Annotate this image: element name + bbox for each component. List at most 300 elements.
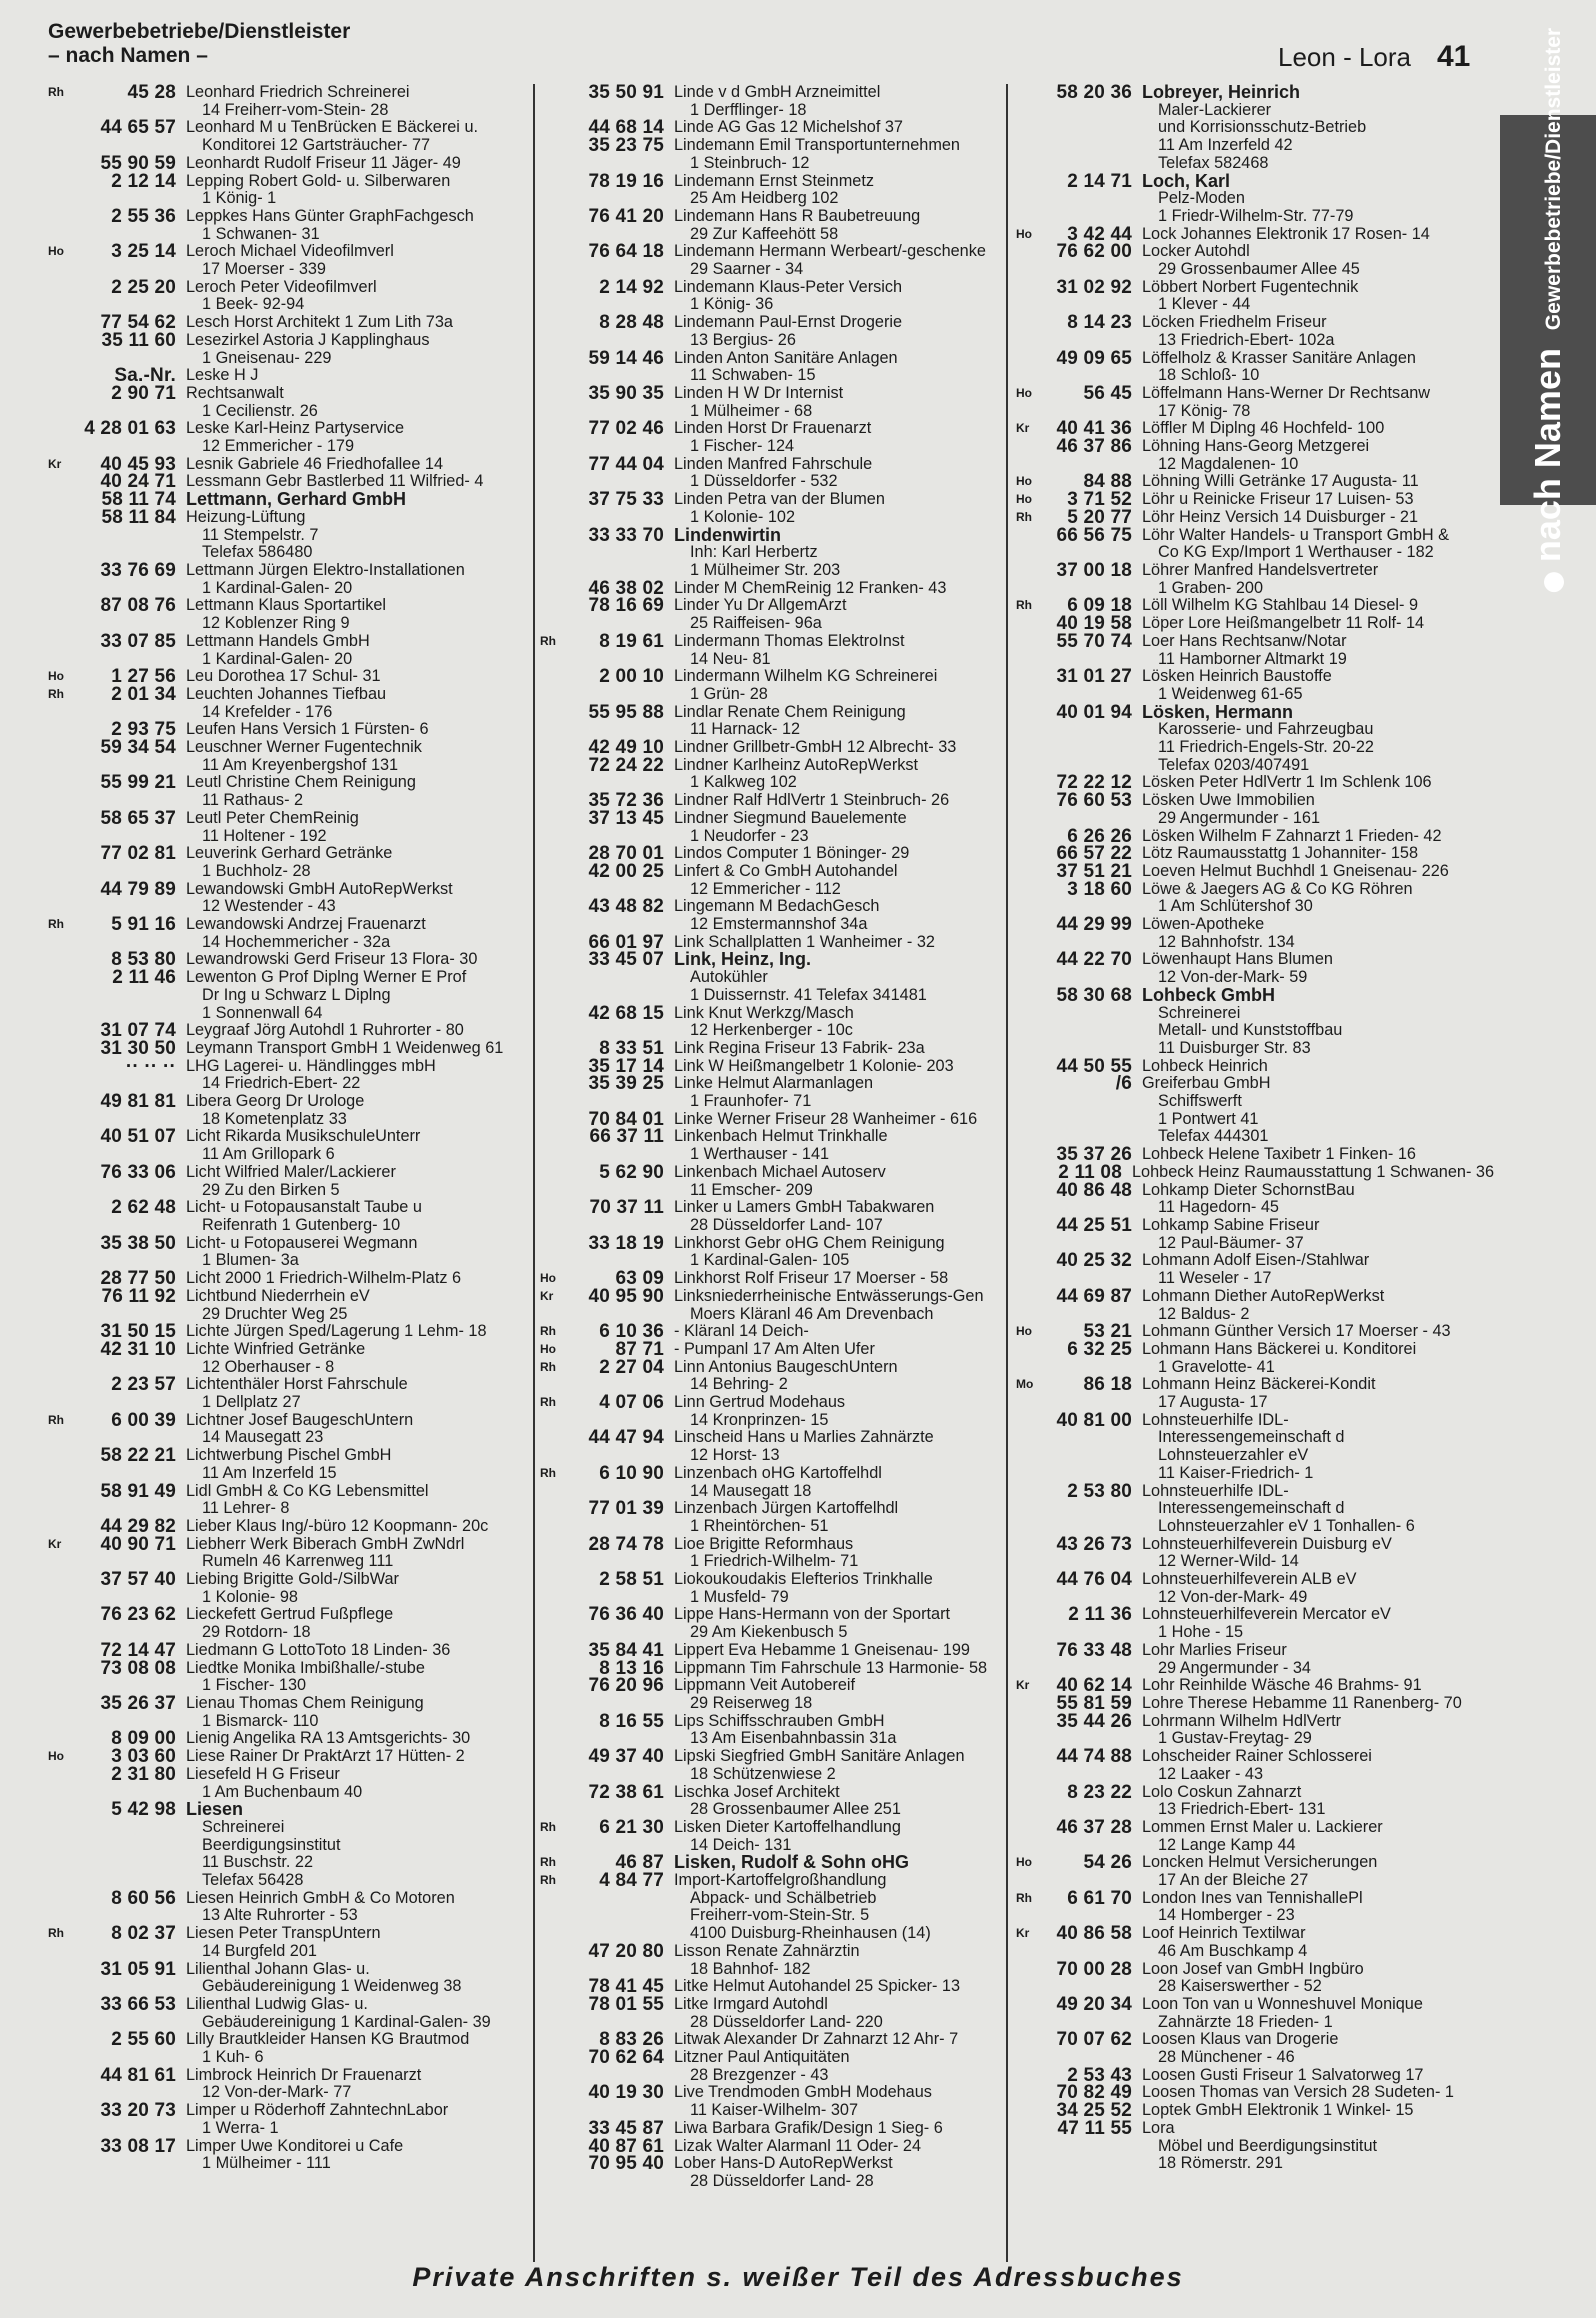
phone-number: 8 19 61 — [599, 630, 664, 652]
entry-detail: 1 Am Schlütershof 30 — [1158, 897, 1313, 916]
district-code — [1016, 774, 1034, 792]
entry-name: Liesen Heinrich GmbH & Co Motoren — [186, 1888, 455, 1907]
entry-name: Lora — [1142, 2118, 1175, 2137]
entry-name: Lepping Robert Gold- u. Silberwaren — [186, 171, 451, 190]
directory-entry — [48, 1037, 528, 1059]
entry-detail: 1 König- 36 — [690, 295, 774, 314]
phone-number: 2 55 36 — [111, 205, 176, 227]
entry-name: Lichte Winfried Getränke — [186, 1339, 366, 1358]
directory-entry — [48, 1376, 528, 1411]
entry-name: Loptek GmbH Elektronik 1 Winkel- 15 — [1142, 2101, 1414, 2120]
entry-detail: 11 Am Inzerfeld 15 — [202, 1463, 337, 1482]
entry-detail: 12 Laaker - 43 — [1158, 1764, 1263, 1783]
directory-entry — [48, 1692, 528, 1730]
phone-number: 2 93 75 — [111, 719, 176, 741]
phone-number: 72 14 47 — [100, 1639, 176, 1661]
entry-detail: Pelz-Moden — [1158, 189, 1245, 208]
entry-text — [674, 1819, 1000, 1854]
district-code — [540, 350, 558, 385]
district-code — [1016, 527, 1034, 562]
entry-detail: Lohnsteuerzahler eV — [1158, 1446, 1309, 1465]
entry-name: Loon Ton van u Wonneshuvel Monique — [1142, 1994, 1423, 2013]
phone-number: 58 22 21 — [100, 1445, 176, 1467]
district-code: Rh — [540, 1324, 556, 1339]
entry-text — [674, 757, 1000, 792]
district-code — [540, 208, 558, 243]
entry-name: Löwenhaupt Hans Blumen — [1142, 950, 1333, 969]
directory-entry — [1016, 1710, 1494, 1748]
district-code — [540, 385, 558, 420]
entry-text — [674, 810, 1000, 845]
district-code — [48, 1341, 66, 1376]
entry-name: Liesen — [186, 1799, 244, 1820]
phone-number: 2 55 60 — [111, 2029, 176, 2051]
entry-name: Lindner Siegmund Bauelemente — [674, 808, 907, 827]
directory-entry — [540, 807, 1000, 845]
entry-name: Leufen Hans Versich 1 Fürsten- 6 — [186, 720, 429, 739]
directory-entry — [1016, 1161, 1494, 1183]
entry-text — [186, 633, 528, 668]
district-code — [1016, 1571, 1034, 1606]
directory-entry — [48, 1533, 528, 1571]
entry-text — [186, 1518, 528, 1536]
district-code — [48, 1022, 66, 1040]
entry-detail: 11 Holtener - 192 — [202, 826, 327, 845]
phone-number: 2 53 80 — [1067, 1480, 1132, 1502]
entry-detail: 14 Homberger - 23 — [1158, 1906, 1295, 1925]
phone-number: 2 31 80 — [111, 1763, 176, 1785]
entry-text — [674, 350, 1000, 385]
district-code — [48, 1040, 66, 1058]
district-code — [48, 951, 66, 969]
phone-number: 76 33 48 — [1056, 1639, 1132, 1661]
district-code — [48, 332, 66, 367]
phone-number: 5 20 77 — [1067, 506, 1132, 528]
entry-name: Lohre Therese Hebamme 11 Ranenberg- 70 — [1142, 1693, 1462, 1712]
district-code — [1016, 951, 1034, 986]
entry-detail: 29 Saarner - 34 — [690, 260, 804, 279]
directory-entry — [540, 1816, 1000, 1854]
phone-number: 2 62 48 — [111, 1197, 176, 1219]
thumb-tab-text — [1527, 28, 1569, 592]
directory-entry — [540, 1429, 1000, 1464]
district-code — [540, 1040, 558, 1058]
entry-detail: 1 Klever - 44 — [1158, 295, 1251, 314]
entry-name: Linfert & Co GmbH Autohandel — [674, 861, 898, 880]
entry-text — [186, 845, 528, 880]
district-code — [540, 314, 558, 349]
directory-entry — [48, 1887, 528, 1925]
entry-detail: Maler-Lackierer — [1158, 100, 1272, 119]
district-code — [48, 1376, 66, 1411]
district-code — [1016, 1483, 1034, 1536]
entry-name: Linke Werner Friseur 28 Wanheimer - 616 — [674, 1109, 978, 1128]
entry-name: Lohkamp Sabine Friseur — [1142, 1216, 1320, 1234]
entry-detail: Metall- und Kunststoffbau — [1158, 1021, 1343, 1040]
entry-text — [674, 1606, 1000, 1641]
entry-detail: 12 Werner-Wild- 14 — [1158, 1552, 1299, 1571]
entry-text — [1142, 2120, 1494, 2173]
entry-text — [674, 739, 1000, 757]
entry-detail: 18 Bahnhof- 182 — [690, 1959, 811, 1978]
entry-detail: 11 Stempelstr. 7 — [202, 525, 319, 544]
district-code: Rh — [48, 1412, 64, 1427]
district-code — [540, 1058, 558, 1076]
entry-text — [186, 332, 528, 367]
phone-number: 31 02 92 — [1056, 276, 1132, 298]
entry-text — [1142, 828, 1494, 846]
entry-text — [186, 155, 528, 173]
entry-name: Import-Kartoffelgroßhandlung — [674, 1871, 887, 1890]
phone-number: 46 38 02 — [588, 577, 664, 599]
entry-text — [674, 580, 1000, 598]
entry-text — [186, 1235, 528, 1270]
phone-number: 40 25 32 — [1056, 1250, 1132, 1272]
entry-name: Lohmann Günther Versich 17 Moerser - 43 — [1142, 1322, 1451, 1341]
directory-entry — [1016, 668, 1494, 703]
entry-name: Lippert Eva Hebamme 1 Gneisenau- 199 — [674, 1640, 970, 1659]
entry-name: Lichtwerbung Pischel GmbH — [186, 1446, 392, 1465]
entry-name: Lötz Raumausstattg 1 Johanniter- 158 — [1142, 844, 1419, 863]
phone-number: 37 57 40 — [100, 1569, 176, 1591]
district-code: Kr — [1016, 1926, 1030, 1941]
entry-detail: 25 Raiffeisen- 96a — [690, 614, 822, 633]
entry-detail: 28 Düsseldorfer Land- 220 — [690, 2012, 883, 2031]
entry-detail: 1 Fischer- 130 — [202, 1676, 307, 1695]
entry-name: Lewandowski GmbH AutoRepWerkst — [186, 879, 453, 898]
entry-text — [1142, 1748, 1494, 1783]
entry-detail: 1 Gneisenau- 229 — [202, 348, 332, 367]
phone-number: 8 09 00 — [111, 1728, 176, 1750]
phone-number: 3 18 60 — [1067, 878, 1132, 900]
district-code: Rh — [540, 633, 556, 648]
phone-number: 44 79 89 — [100, 878, 176, 900]
entry-text — [1142, 1677, 1494, 1695]
entry-detail: Telefax 582468 — [1158, 153, 1269, 172]
directory-entry — [48, 2031, 528, 2066]
entry-name: Leppkes Hans Günter GraphFachgesch — [186, 206, 474, 225]
entry-text — [186, 1164, 528, 1199]
phone-number: /6 — [1115, 1073, 1132, 1095]
phone-number: 2 14 92 — [599, 276, 664, 298]
directory-entry — [48, 1571, 528, 1606]
district-code — [48, 1235, 66, 1270]
entry-name: Litzner Paul Antiquitäten — [674, 2048, 850, 2067]
district-code — [48, 1164, 66, 1199]
phone-number: 28 74 78 — [588, 1533, 664, 1555]
entry-text — [1142, 1536, 1494, 1571]
district-code — [1016, 863, 1034, 881]
directory-entry — [540, 1993, 1000, 2031]
phone-number: 8 83 26 — [599, 2029, 664, 2051]
district-code — [1016, 1058, 1034, 1076]
entry-name: Lohnsteuerhilfeverein Duisburg eV — [1142, 1534, 1392, 1553]
entry-detail: Lohnsteuerzahler eV 1 Tonhallen- 6 — [1158, 1516, 1415, 1535]
entry-name: Lioe Brigitte Reformhaus — [674, 1534, 854, 1553]
entry-text — [186, 1890, 528, 1925]
entry-name: Linke Helmut Alarmanlagen — [674, 1074, 874, 1093]
directory-entry — [540, 1075, 1000, 1110]
phone-number: 72 22 12 — [1056, 772, 1132, 794]
district-code: Rh — [48, 85, 64, 99]
entry-detail: 14 Krefelder - 176 — [202, 702, 333, 721]
district-code — [1016, 350, 1034, 385]
phone-number: 45 28 — [127, 84, 176, 103]
entry-name: Lichte Jürgen Sped/Lagerung 1 Lehm- 18 — [186, 1322, 487, 1341]
phone-number: 40 81 00 — [1056, 1409, 1132, 1431]
district-code — [48, 1288, 66, 1323]
district-code — [1016, 633, 1034, 668]
entry-name: Linde AG Gas 12 Michelshof 37 — [674, 118, 903, 137]
district-code — [48, 2102, 66, 2137]
phone-number: 58 20 36 — [1056, 84, 1132, 103]
directory-entry — [48, 1232, 528, 1270]
entry-detail: 1 Rheintörchen- 51 — [690, 1516, 829, 1535]
entry-name: Lesch Horst Architekt 1 Zum Lith 73a — [186, 313, 453, 332]
entry-text — [674, 385, 1000, 420]
entry-name: Lindermann Wilhelm KG Schreinerei — [674, 667, 938, 686]
phone-number: 40 51 07 — [100, 1126, 176, 1148]
district-code — [540, 1996, 558, 2031]
directory-entry — [540, 1872, 1000, 1943]
district-code — [48, 1695, 66, 1730]
entry-name: Licht- u Fotopausanstalt Taube u — [186, 1198, 422, 1217]
phone-number: 42 00 25 — [588, 860, 664, 882]
entry-detail: 1 Cecilienstr. 26 — [202, 401, 318, 420]
directory-entry — [540, 276, 1000, 314]
district-code — [48, 1730, 66, 1748]
entry-text — [186, 84, 528, 119]
phone-number: 55 81 59 — [1056, 1692, 1132, 1714]
entry-detail: 1 Kardinal-Galen- 20 — [202, 578, 353, 597]
entry-detail: 1 Weidenweg 61-65 — [1158, 684, 1303, 703]
district-code — [540, 2031, 558, 2049]
entry-name: Litwak Alexander Dr Zahnarzt 12 Ahr- 7 — [674, 2030, 959, 2049]
entry-detail: 1 Bismarck- 110 — [202, 1711, 319, 1730]
district-code — [540, 137, 558, 172]
entry-detail: 1 König- 1 — [202, 189, 277, 208]
entry-text — [674, 1784, 1000, 1819]
entry-detail: 1 Pontwert 41 — [1158, 1109, 1259, 1128]
district-code — [1016, 1252, 1034, 1287]
entry-name: Löcken Friedhelm Friseur — [1142, 313, 1327, 332]
entry-text — [674, 1005, 1000, 1040]
entry-detail: 12 Paul-Bäumer- 37 — [1158, 1233, 1304, 1252]
district-code: Kr — [1016, 1678, 1030, 1693]
thumb-tab-line2: nach Namen — [1527, 348, 1568, 563]
entry-text — [186, 1058, 528, 1093]
directory-entry — [1016, 1606, 1494, 1641]
phone-number: 35 37 26 — [1056, 1144, 1132, 1166]
entry-detail: Rumeln 46 Karrenweg 111 — [202, 1552, 394, 1571]
entry-text — [186, 1536, 528, 1571]
phone-number: 2 14 71 — [1067, 170, 1132, 192]
district-code — [540, 597, 558, 632]
entry-detail: 12 Bahnhofstr. 134 — [1158, 932, 1295, 951]
entry-detail: 11 Am Grillopark 6 — [202, 1145, 335, 1164]
entry-name: Live Trendmoden GmbH Modehaus — [674, 2083, 932, 2102]
district-code — [48, 473, 66, 491]
directory-entry — [540, 1128, 1000, 1163]
district-code: Ho — [48, 669, 64, 684]
directory-entry — [1016, 1055, 1494, 1077]
entry-name: Lewenton G Prof Diplng Werner E Prof — [186, 968, 467, 987]
directory-entry — [1016, 1376, 1494, 1411]
directory-entry — [48, 878, 528, 916]
phone-number: 35 39 25 — [588, 1073, 664, 1095]
directory-entry — [540, 453, 1000, 491]
entry-name: Lindner Grillbetr-GmbH 12 Albrecht- 33 — [674, 738, 957, 757]
directory-entry — [1016, 1925, 1494, 1960]
entry-name: Lieckefett Gertrud Fußpflege — [186, 1605, 394, 1624]
entry-name: Lohmann Hans Bäckerei u. Konditorei — [1142, 1339, 1417, 1358]
directory-entry — [48, 1763, 528, 1801]
entry-detail: 1 Gravelotte- 41 — [1158, 1357, 1275, 1376]
entry-name: Link Knut Werkzg/Masch — [674, 1003, 854, 1022]
entry-text — [1142, 1217, 1494, 1252]
phone-number: 6 26 26 — [1067, 825, 1132, 847]
entry-detail: 1 Graben- 200 — [1158, 578, 1263, 597]
district-code — [48, 1890, 66, 1925]
entry-name: Lindemann Klaus-Peter Versich — [674, 277, 903, 296]
phone-number: 63 09 — [615, 1268, 664, 1290]
entry-text — [674, 456, 1000, 491]
entry-name: Löhning Hans-Georg Metzgerei — [1142, 437, 1370, 456]
entry-text — [674, 1536, 1000, 1571]
entry-text — [674, 845, 1000, 863]
listing-column-1 — [48, 84, 528, 2264]
directory-entry — [1016, 1958, 1494, 1996]
phone-number: 44 47 94 — [588, 1427, 664, 1449]
phone-number: 44 29 99 — [1056, 914, 1132, 936]
directory-entry — [48, 916, 528, 951]
entry-text — [1142, 1695, 1494, 1713]
entry-name: Leonhardt Rudolf Friseur 11 Jäger- 49 — [186, 153, 461, 172]
entry-detail: 29 Angermunder - 161 — [1158, 808, 1321, 827]
entry-name: Löhrer Manfred Handelsvertreter — [1142, 560, 1379, 579]
district-code — [48, 1801, 66, 1890]
district-code — [48, 1199, 66, 1234]
district-code — [540, 243, 558, 278]
entry-text — [674, 1943, 1000, 1978]
entry-text — [674, 1394, 1000, 1429]
phone-number: 3 03 60 — [111, 1746, 176, 1768]
entry-text — [186, 1730, 528, 1748]
district-code — [48, 385, 66, 420]
district-code — [540, 792, 558, 810]
entry-name: Linker u Lamers GmbH Tabakwaren — [674, 1198, 935, 1217]
phone-number: 77 01 39 — [588, 1498, 664, 1520]
entry-text — [1142, 1412, 1494, 1483]
entry-detail: Möbel und Beerdigungsinstitut — [1158, 2136, 1378, 2155]
entry-text — [186, 1925, 528, 1960]
directory-entry — [540, 382, 1000, 420]
phone-number: 2 11 36 — [1068, 1604, 1132, 1626]
entry-name: Link Schallplatten 1 Wanheimer - 32 — [674, 932, 935, 951]
entry-name: Loof Heinrich Textilwar — [1142, 1924, 1306, 1943]
section-header — [48, 20, 350, 68]
entry-name: Lindner Ralf HdlVertr 1 Steinbruch- 26 — [674, 791, 950, 810]
entry-detail: 28 Düsseldorfer Land- 107 — [690, 1216, 883, 1234]
district-code: Kr — [1016, 421, 1030, 436]
district-code — [1016, 1996, 1034, 2031]
directory-entry — [48, 597, 528, 632]
directory-entry — [540, 243, 1000, 278]
district-code — [540, 1536, 558, 1571]
entry-detail: 1 Schwanen- 31 — [202, 224, 320, 243]
entry-detail: 14 Mausegatt 18 — [690, 1481, 812, 1500]
entry-detail: Reifenrath 1 Gutenberg- 10 — [202, 1216, 401, 1234]
entry-name: Liwa Barbara Grafik/Design 1 Sieg- 6 — [674, 2118, 943, 2137]
phone-number: 33 18 19 — [588, 1232, 664, 1254]
directory-entry — [48, 774, 528, 809]
directory-entry — [48, 1285, 528, 1323]
entry-name: Lindemann Hans R Baubetreuung — [674, 206, 921, 225]
directory-entry — [540, 1571, 1000, 1606]
directory-entry — [540, 1199, 1000, 1234]
phone-number: 8 60 56 — [111, 1887, 176, 1909]
phone-number: 43 26 73 — [1056, 1533, 1132, 1555]
entry-text — [674, 792, 1000, 810]
phone-number: 44 81 61 — [100, 2064, 176, 2086]
entry-name: Lindos Computer 1 Böninger- 29 — [674, 844, 910, 863]
entry-name: Lesezirkel Astoria J Kapplinghaus — [186, 330, 430, 349]
phone-number: 35 38 50 — [100, 1232, 176, 1254]
district-code — [48, 119, 66, 154]
entry-name: Link W Heißmangelbetr 1 Kolonie- 203 — [674, 1056, 954, 1075]
district-code — [48, 1606, 66, 1641]
phone-number: 55 70 74 — [1056, 630, 1132, 652]
entry-text — [186, 774, 528, 809]
entry-name: Linder M ChemReinig 12 Franken- 43 — [674, 578, 947, 597]
entry-text — [674, 1660, 1000, 1678]
phone-number: 5 91 16 — [111, 914, 176, 936]
entry-name: Lindermann Thomas ElektroInst — [674, 631, 905, 650]
directory-entry — [1016, 559, 1494, 597]
directory-entry — [48, 683, 528, 721]
entry-text — [1142, 701, 1494, 775]
directory-entry — [1016, 438, 1494, 473]
entry-name: Linden Horst Dr Frauenarzt — [674, 419, 872, 438]
directory-entry — [540, 1462, 1000, 1500]
district-code — [48, 2067, 66, 2102]
entry-text — [1142, 1483, 1494, 1536]
directory-entry — [540, 1533, 1000, 1571]
district-code — [540, 2049, 558, 2084]
phone-number: 40 19 58 — [1056, 613, 1132, 635]
entry-detail: 11 Weseler - 17 — [1158, 1269, 1272, 1288]
entry-name: Litke Irmgard Autohdl — [674, 1994, 828, 2013]
directory-entry — [1016, 1252, 1494, 1287]
entry-detail: 1 Am Buchenbaum 40 — [202, 1782, 363, 1801]
phone-number: 59 34 54 — [100, 737, 176, 759]
entry-text — [186, 491, 528, 509]
entry-text — [186, 208, 528, 243]
directory-entry — [1016, 1075, 1494, 1146]
entry-detail: 14 Kronprinzen- 15 — [690, 1410, 829, 1429]
phone-number: 3 25 14 — [111, 241, 176, 263]
entry-name: Linden Anton Sanitäre Anlagen — [674, 348, 898, 367]
directory-entry — [540, 1606, 1000, 1641]
entry-name: Löll Wilhelm KG Stahlbau 14 Diesel- 9 — [1142, 596, 1419, 615]
directory-entry — [540, 1710, 1000, 1748]
entry-text — [1142, 2031, 1494, 2066]
directory-entry — [48, 1409, 528, 1447]
entry-text — [1142, 527, 1494, 562]
phone-number: 70 95 40 — [588, 2153, 664, 2175]
entry-text — [674, 1872, 1000, 1943]
entry-detail: 1 Kuh- 6 — [202, 2048, 264, 2067]
